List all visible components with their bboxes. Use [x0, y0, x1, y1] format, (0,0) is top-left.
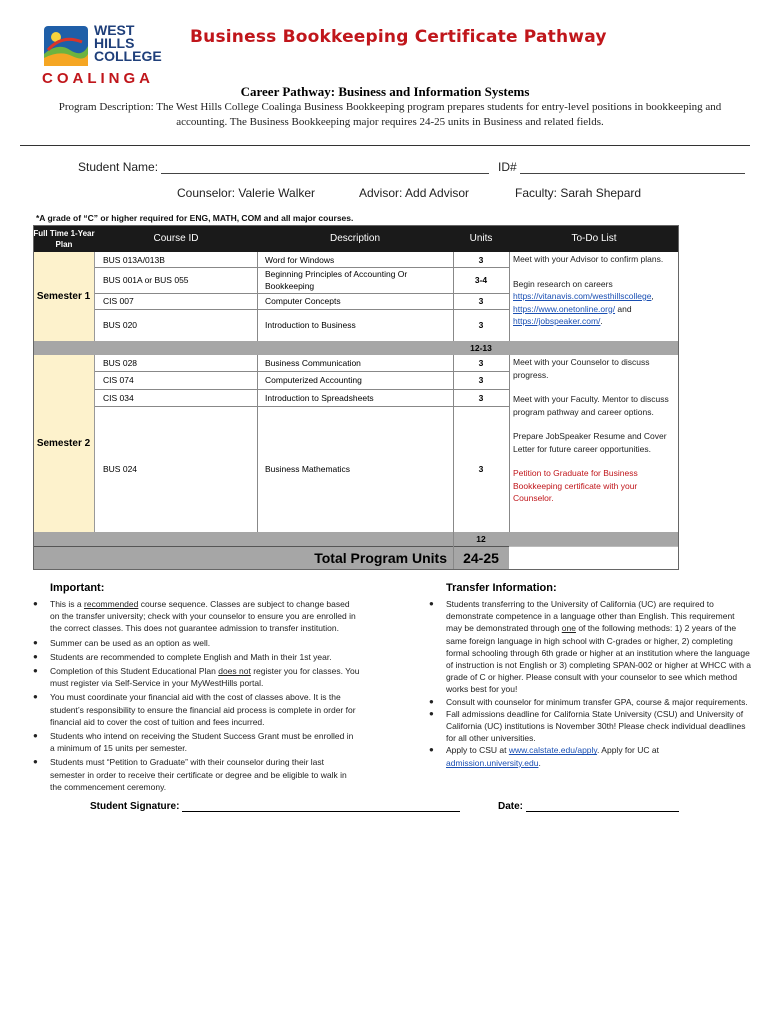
list-item: ● Consult with counselor for minimum transfer GPA, course & major requirements.	[429, 696, 748, 707]
semester-1-total-bar	[33, 341, 509, 355]
course-plan-table	[33, 225, 679, 570]
item-text: course sequence. Classes are subject to change based on the transfer university; check with your counselor to ensure you are enrolled in the correct classes. This does not guarantee admission to transfer institution.	[50, 599, 356, 634]
onetonline-link[interactable]: https://www.onetonline.org/	[513, 303, 616, 314]
item-text: Completion of this Student Educational Plan	[50, 666, 219, 677]
header-divider	[20, 145, 750, 146]
list-item: ● Students transferring to the University of California (UC) are required to demonstrate competence in a language other than English. This requirement may be demonstrated through one of the following methods: 1) 2 years of the same foreign language in high school with C-grades or higher, 2) completing formal schooling through 6th grade or higher at an institution where the language of instruction is not English or 3) completing SPAN-002 or higher at WHCC with a grade of C or higher. Please consult with your counselor to see which method works best for you!	[429, 599, 752, 695]
item-text: Fall admissions deadline for California State University (CSU) and University of California (UC) institutions is November 30th! Please check individual deadlines for all other universities.	[446, 708, 746, 744]
course-id: CIS 007	[103, 296, 134, 306]
item-text: Apply to CSU at	[446, 745, 509, 756]
logo-line-west: WEST	[94, 22, 135, 38]
todo-punct: .	[600, 316, 603, 326]
student-name-label: Student Name:	[78, 160, 159, 174]
course-units: 3	[478, 296, 484, 306]
list-item: ● This is a recommended course sequence. Classes are subject to change based on the transfer university; check with your counselor to ensure you are enrolled in the correct classes. This does not guarantee admission to transfer institution.	[33, 599, 356, 634]
counselor-text: Counselor: Valerie Walker	[177, 186, 316, 200]
item-text: Students transferring to the University of California (UC) are required to demonstrate competence in a language other than English. This requirement may be demonstrated through	[446, 599, 735, 634]
header-todo: To-Do List	[509, 225, 679, 252]
date-label: Date:	[498, 801, 524, 812]
course-units: 3	[478, 358, 484, 368]
course-units: 3	[478, 375, 484, 385]
item-text: Summer can be used as an option as well.	[50, 637, 211, 648]
todo-punct: ,	[651, 291, 654, 301]
header-course-id: Course ID	[95, 225, 257, 252]
todo-item: Prepare JobSpeaker Resume and Cover Letter for future career opportunities.	[513, 431, 667, 454]
student-id-row	[498, 160, 745, 174]
header-units: Units	[453, 225, 509, 252]
course-units: 3	[478, 320, 484, 330]
faculty-text: Faculty: Sarah Shepard	[515, 186, 642, 200]
grid-line	[509, 252, 510, 546]
course-description: Computerized Accounting	[265, 375, 362, 385]
todo-list-semester-2	[513, 356, 679, 505]
course-id: BUS 013A/013B	[103, 254, 165, 265]
career-pathway: Career Pathway: Business and Information Systems	[240, 84, 530, 99]
list-item: ● You must coordinate your financial aid with the cost of classes above. It is the student’s responsibility to ensure the financial aid process is complete in order for financial aid to cover the cost of tuition and fees incurred.	[33, 692, 356, 727]
item-text: of the following methods: 1) 2 years of the same foreign language in high school with C-grades or higher, 2) completing formal schooling through 6th grade or higher at an institution where the language of instruction is not English or 3) completing SPAN-002 or higher at WHCC with a grade of C or higher. Please consult with your counselor to see which method works best for you!	[446, 623, 752, 695]
todo-text: and	[615, 303, 632, 314]
student-signature-label: Student Signature:	[90, 801, 180, 812]
item-text: Students are recommended to complete English and Math in their 1st year.	[50, 651, 332, 662]
item-text: . Apply for UC at	[597, 745, 659, 756]
course-description: Business Communication	[265, 358, 361, 368]
transfer-title: Transfer Information:	[446, 582, 557, 594]
item-text: You must coordinate your financial aid with the cost of classes above. It is the student’s responsibility to ensure the financial aid process is complete in order for financial aid to cover the cost of tuition and fees incurred.	[50, 692, 356, 727]
spacer	[513, 381, 679, 393]
course-units: 3	[478, 464, 484, 474]
student-id-label: ID#	[498, 160, 517, 174]
list-item: ● Students who intend on receiving the Student Success Grant must be enrolled in a minimum of 15 units per semester.	[33, 731, 354, 754]
page-title: Business Bookkeeping Certificate Pathway	[190, 27, 607, 47]
course-description: Word for Windows	[265, 254, 335, 265]
student-signature-field[interactable]	[182, 800, 460, 812]
total-units-label: Total Program Units	[314, 550, 447, 566]
grid-line	[257, 355, 258, 532]
spacer	[513, 418, 679, 430]
course-id: BUS 028	[103, 358, 138, 368]
uc-admission-link[interactable]: admission.university.edu	[446, 757, 539, 768]
jobspeaker-link[interactable]: https://jobspeaker.com/	[513, 316, 601, 326]
student-id-field[interactable]	[520, 161, 745, 174]
important-title: Important:	[50, 582, 105, 594]
item-text: Consult with counselor for minimum transfer GPA, course & major requirements.	[446, 696, 748, 707]
course-description: Beginning Principles of Accounting Or Bookkeeping	[265, 269, 408, 291]
student-name-row	[78, 160, 489, 174]
todo-bottom-cell	[509, 546, 679, 570]
logo-line-hills: HILLS	[94, 35, 135, 51]
list-item: ● Fall admissions deadline for California State University (CSU) and University of California (UC) institutions is November 30th! Please check individual deadlines for all other universities.	[429, 708, 746, 744]
course-description: Introduction to Spreadsheets	[265, 392, 374, 403]
course-units: 3	[478, 392, 484, 403]
grade-requirement-note: *A grade of “C” or higher required for ENG, MATH, COM and all major courses.	[36, 213, 354, 223]
spacer	[513, 266, 679, 278]
course-units: 3-4	[474, 275, 488, 285]
semester-1-label: Semester 1	[33, 252, 95, 341]
item-text: register you for classes. You must register via Self-Service in your MyWestHills portal.	[50, 666, 360, 689]
list-item: ● Summer can be used as an option as well.	[33, 637, 211, 648]
todo-list-semester-1	[513, 253, 679, 328]
course-description: Business Mathematics	[265, 464, 351, 474]
todo-text: Begin research on careers	[513, 278, 613, 289]
vitanavis-link[interactable]: https://vitanavis.com/westhillscollege	[513, 291, 652, 301]
grid-line	[257, 252, 258, 341]
course-id: BUS 024	[103, 464, 138, 474]
important-list	[33, 598, 360, 793]
item-text: .	[538, 757, 541, 768]
spacer	[513, 455, 679, 467]
course-id: CIS 074	[103, 375, 134, 385]
course-id: CIS 034	[103, 392, 134, 403]
todo-divider-bar	[509, 532, 679, 546]
course-id: BUS 001A or BUS 055	[103, 275, 189, 285]
date-row	[498, 800, 679, 812]
list-item: ● Completion of this Student Educational Plan does not register you for classes. You must register via Self-Service in your MyWestHills portal.	[33, 666, 360, 689]
calstate-link[interactable]: www.calstate.edu/apply	[508, 745, 598, 756]
semester-2-units-total: 12	[476, 534, 486, 544]
item-emphasis: does not	[218, 666, 251, 677]
logo-line-college: COLLEGE	[94, 48, 162, 64]
item-emphasis: recommended	[84, 599, 139, 609]
list-item: ● Students must “Petition to Graduate” with their counselor during their last semester in order to receive their certificate or degree and be eligible to walk in the commencement ceremony.	[33, 757, 347, 792]
header-description: Description	[257, 225, 453, 252]
todo-item: Meet with your Advisor to confirm plans.	[513, 254, 664, 264]
todo-divider-bar	[509, 341, 679, 355]
todo-item: Meet with your Faculty. Mentor to discuss program pathway and career options.	[513, 394, 669, 417]
advisor-text: Advisor: Add Advisor	[359, 186, 470, 200]
item-text: Students must “Petition to Graduate” with their counselor during their last semester in order to receive their certificate or degree and be eligible to walk in the commencement ceremony.	[50, 757, 347, 792]
semester-2-label: Semester 2	[33, 355, 95, 532]
todo-item	[513, 278, 679, 328]
list-item: ● Students are recommended to complete English and Math in their 1st year.	[33, 651, 332, 662]
header-plan: Full Time 1-Year Plan	[33, 225, 95, 252]
course-description: Introduction to Business	[265, 320, 356, 330]
student-signature-row	[90, 800, 460, 812]
item-text: Students who intend on receiving the Student Success Grant must be enrolled in a minimum of 15 units per semester.	[50, 731, 354, 754]
list-item: ● Apply to CSU at www.calstate.edu/apply. Apply for UC at admission.university.edu.	[429, 745, 659, 768]
item-text: This is a	[50, 599, 85, 609]
item-emphasis: one	[561, 623, 576, 634]
course-units: 3	[478, 254, 484, 265]
logo-line-coalinga: COALINGA	[42, 70, 154, 87]
date-field[interactable]	[526, 800, 679, 812]
semester-1-units-total: 12-13	[470, 343, 492, 353]
todo-item: Meet with your Counselor to discuss progress.	[513, 357, 650, 380]
student-name-field[interactable]	[161, 161, 489, 174]
course-id: BUS 020	[103, 320, 138, 330]
total-units-value: 24-25	[463, 550, 499, 566]
todo-item-petition: Petition to Graduate for Business Bookkeeping certificate with your Counselor.	[513, 468, 638, 503]
course-description: Computer Concepts	[265, 296, 341, 306]
semester-2-total-bar	[33, 532, 509, 546]
program-description: Program Description: The West Hills College Coalinga Business Bookkeeping program prepares students for entry-level positions in bookkeeping and accounting. The Business Bookkeeping major requires 24-25 units in Business and related fields.	[58, 101, 722, 128]
transfer-list	[429, 598, 752, 769]
